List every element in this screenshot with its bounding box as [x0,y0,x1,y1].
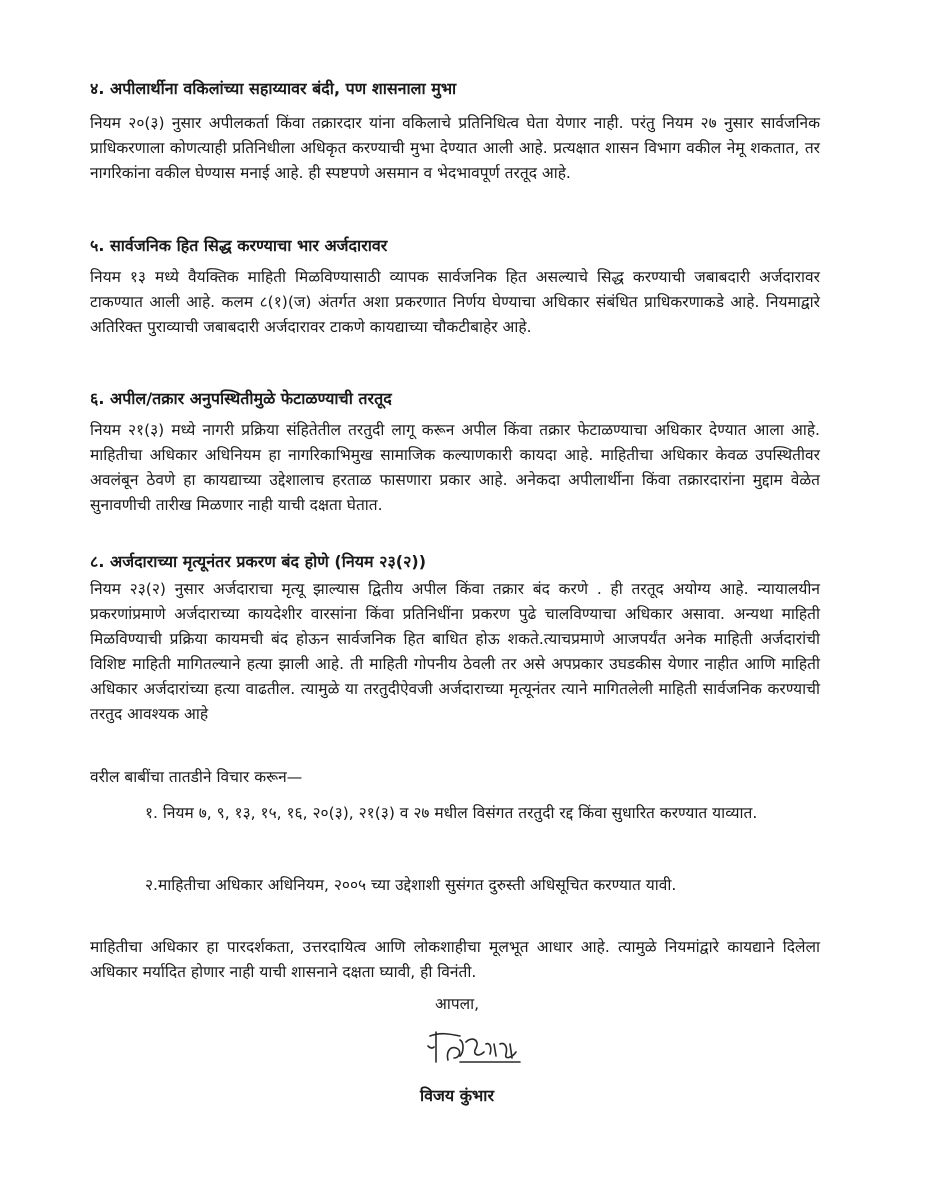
signatory-name: विजय कुंभार [420,1086,494,1105]
section-heading: ५. सार्वजनिक हित सिद्ध करण्याचा भार अर्जदारावर [90,236,388,255]
request-intro: वरील बाबींचा तातडीने विचार करून— [90,768,303,786]
section-heading: ८. अर्जदाराच्या मृत्यूनंतर प्रकरण बंद होणे (नियम २३(२)) [90,552,427,571]
section-body: नियम २०(३) नुसार अपीलकर्ता किंवा तक्रारदार यांना वकिलाचे प्रतिनिधित्व घेता येणार नाही. परंतु नियम २७ नुसार सार्वजनिक प्राधिकरणाला कोणत्याही प्रतिनिधीला अधिकृत करण्याची मुभा देण्यात आली आहे. प्रत्यक्षात शासन विभाग वकील नेमू शकतात, तर नागरिकांना वकील घेण्यास मनाई आहे. ही स्पष्टपणे असमान व भेदभावपूर्ण तरतूद आहे. [90,114,820,182]
section-body: नियम २१(३) मध्ये नागरी प्रक्रिया संहितेतील तरतुदी लागू करून अपील किंवा तक्रार फेटाळण्याचा अधिकार देण्यात आला आहे. माहितीचा अधिकार अधिनियम हा नागरिकाभिमुख सामाजिक कल्याणकारी कायदा आहे. माहितीचा अधिकार केवळ उपस्थितीवर अवलंबून ठेवणे हा कायद्याच्या उद्देशालाच हरताळ फासणारा प्रकार आहे. अनेकदा अपीलार्थीना किंवा तक्रारदारांना मुद्दाम वेळेत सुनावणीची तारीख मिळणार नाही याची दक्षता घेतात. [90,421,820,514]
request-item: २.माहितीचा अधिकार अधिनियम, २००५ च्या उद्देशाशी सुसंगत दुरुस्ती अधिसूचित करण्यात यावी. [145,876,677,894]
closing-salutation: आपला, [435,995,480,1013]
section-heading: ६. अपील/तक्रार अनुपस्थितीमुळे फेटाळण्याची तरतूद [90,389,392,408]
section-body: नियम २३(२) नुसार अर्जदाराचा मृत्यू झाल्यास द्वितीय अपील किंवा तक्रार बंद करणे . ही तरतूद अयोग्य आहे. न्यायालयीन प्रकरणांप्रमाणे अर्जदाराच्या कायदेशीर वारसांना किंवा प्रतिनिधींना प्रकरण पुढे चालविण्याचा अधिकार असावा. अन्यथा माहिती मिळविण्याची प्रक्रिया कायमची बंद होऊन सार्वजनिक हित बाधित होऊ शकते.त्याचप्रमाणे आजपर्यंत अनेक माहिती अर्जदारांची विशिष्ट माहिती मागितल्याने हत्या झाली आहे. ती माहिती गोपनीय ठेवली तर असे अपप्रकार उघडकीस येणार नाहीत आणि माहिती अधिकार अर्जदारांच्या हत्या वाढतील. त्यामुळे या तरतुदीऐवजी अर्जदाराच्या मृत्यूनंतर त्याने मागितलेली माहिती सार्वजनिक करण्याची तरतुद आवश्यक आहे [90,580,820,723]
request-item: १. नियम ७, ९, १३, १५, १६, २०(३), २१(३) व २७ मधील विसंगत तरतुदी रद्द किंवा सुधारित करण्यात याव्यात. [145,804,758,822]
section-body: नियम १३ मध्ये वैयक्तिक माहिती मिळविण्यासाठी व्यापक सार्वजनिक हित असल्याचे सिद्ध करण्याची जबाबदारी अर्जदारावर टाकण्यात आली आहे. कलम ८(१)(ज) अंतर्गत अशा प्रकरणात निर्णय घेण्याचा अधिकार संबंधित प्राधिकरणाकडे आहे. नियमाद्वारे अतिरिक्त पुराव्याची जबाबदारी अर्जदारावर टाकणे कायद्याच्या चौकटीबाहेर आहे. [90,268,820,336]
conclusion-paragraph: माहितीचा अधिकार हा पारदर्शकता, उत्तरदायित्व आणि लोकशाहीचा मूलभूत आधार आहे. त्यामुळे नियमांद्वारे कायद्याने दिलेला अधिकार मर्यादित होणार नाही याची शासनाने दक्षता घ्यावी, ही विनंती. [90,938,820,981]
section-heading: ४. अपीलार्थीना वकिलांच्या सहाय्यावर बंदी, पण शासनाला मुभा [90,79,457,98]
signature-image [420,1022,530,1072]
